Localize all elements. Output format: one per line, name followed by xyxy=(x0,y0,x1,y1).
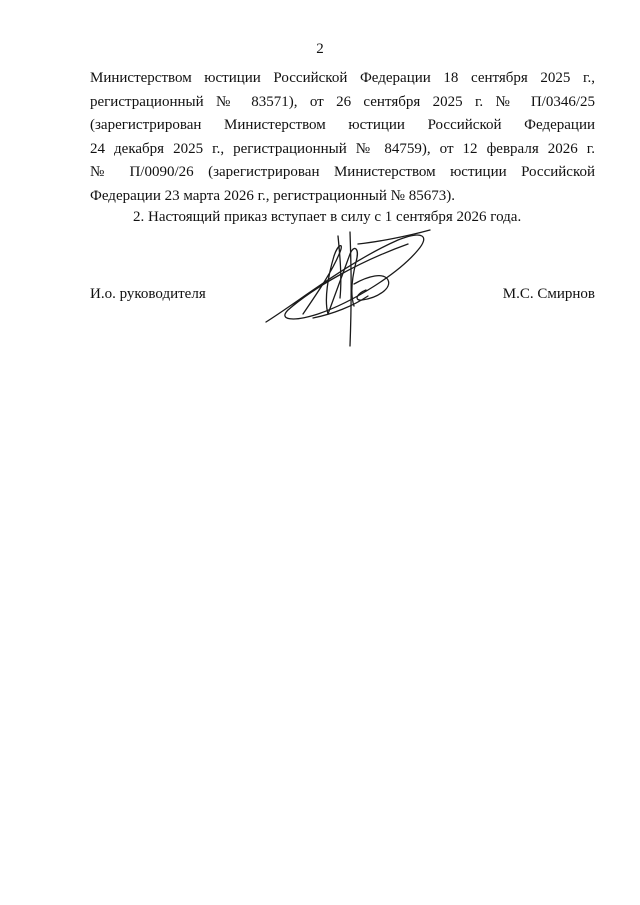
paragraph-continuation xyxy=(90,67,595,209)
handwritten-signature xyxy=(258,222,438,352)
paragraph-line: регистрационный № 83571), от 26 сентября 2025 г. № П/0346/25 xyxy=(90,93,595,110)
paragraph-line: Министерством юстиции Российской Федерации 18 сентября 2025 г., xyxy=(90,70,595,86)
signatory-title: И.о. руководителя xyxy=(90,286,206,302)
paragraph-line: 24 декабря 2025 г., регистрационный № 84759), от 12 февраля 2026 г. xyxy=(90,140,595,157)
page-number: 2 xyxy=(316,41,324,57)
paragraph-line: Федерации 23 марта 2026 г., регистрационный № 85673). xyxy=(90,187,455,204)
paragraph-line: (зарегистрирован Министерством юстиции Российской Федерации xyxy=(90,117,595,134)
clause-2: 2. Настоящий приказ вступает в силу с 1 сентября 2026 года. xyxy=(133,209,522,225)
signatory-name: М.С. Смирнов xyxy=(502,286,595,302)
paragraph-line: № П/0090/26 (зарегистрирован Министерством юстиции Российской xyxy=(90,164,595,181)
